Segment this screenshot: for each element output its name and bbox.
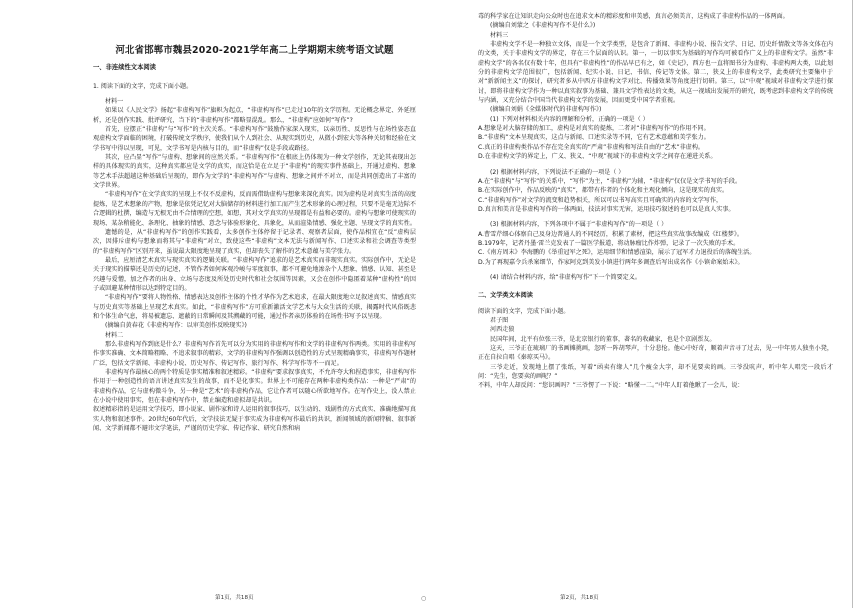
- right-paragraph: (4) 请结合材料内容，给“非虚构写作”下一个简要定义。: [490, 273, 641, 281]
- left-paragraph: 叙述精彩指的是运用文学技巧，即小说家、剧作家和诗人运用的叙事技巧，以生动的、戏剧性的方式真实、准确地描写真实人物和叙述事件。20世纪60年代后，文学技法无疑于事实成为非虚构写作最后的共识，新闻领域的新闻特稿、叙事新闻、文学新闻都不避讳文学笔法，严谨的历史学家、传记作家、研究自然和病: [93, 406, 416, 433]
- section-heading-nonfiction: 一、非连续性文本阅读: [93, 64, 156, 72]
- right-paragraph: 这天，三爷正在琉璃厂的书画摊挑画，忽听一阵胡琴声，十分悲怆。他心中好奇，顺着声音寻了过去，见一中年男人独坐小凳，正在自拉自唱《秦琼买马》。: [478, 345, 833, 362]
- right-paragraph: 不料，中年人却反问：“您识画吗？”三爷愣了一下说：“略懂一二。”中年人盯着他瞅了一会儿，说：: [478, 382, 744, 390]
- right-paragraph: 非虚构文学不是一种独立文体，而是一个文学类型，是包含了新闻、非虚构小说、报告文学、日记、历史纤情散文等各文体在内的文类，关于非虚构文学的界定，存在三个层面的认识。第一，一切以事实为基础的写作均可被看作广义上的非虚构文学。虽然“非虚构文学”的各名仅有数十年，但具有“非虚构性”的作品早已有之，如《史记》，西方也一直将图书分为虚构、非虚构两大类，以此划分的非虚构文学范围很广，包括新闻、纪实小说、日记、书信、传记等文体。第二，狭义上的非虚构文学，此类研究主要集中于对“新新闻主义”的探讨，研究者多从中西方非虚构文学对比、传播效果等角度进行切研。第三，以“中观”视域对非虚构文学进行探讨，即将非虚构文学作为一种以真实叙事为基础、兼具文学性表达的文类，从这一视域出发展开的研究，既考虑到非虚构文学的传统与内涵，又充分结合中国当代非虚构文学的发展，因而更受中国学者重视。: [478, 41, 833, 105]
- right-paragraph: 河西走狼: [490, 326, 515, 334]
- left-paragraph: (摘编自黄春花《非虚构写作：以审美创作反映现实》): [105, 322, 247, 330]
- right-paragraph: A.在“非虚构”与“写作”的关系中，“写作”为主，“非虚构”为辅，“非虚构”仅仅是文学书写的手段。: [478, 177, 742, 185]
- right-paragraph: (3) 根据材料内容，下列各项中不属于“非虚构写作”的一项是（ ）: [490, 221, 668, 229]
- right-paragraph: C.《南方周末》李海鹏的《举重冠军之死》，运用细节和情感渲染，展示了冠军才力退役后的落魄生活。: [478, 249, 756, 257]
- right-paragraph: D.在非虚构文学的界定上，广义、狭义、“中观”视域下的非虚构文学之间存在递进关系。: [478, 153, 717, 161]
- right-paragraph: C.“非虚构写作”对文学的流变和趋势相关，所以可以书写高实且可确实的内容的文学写作，: [478, 196, 723, 204]
- right-paragraph: 阅读下面的文字，完成下面小题。: [478, 307, 570, 315]
- right-paragraph: B.在实际创作中，作品反映的“真实”，都带有作者的个体化和主观化倾向，这是现实的真实。: [478, 187, 729, 195]
- right-paragraph: C.真正的非虚构类作品不存在完全真实的“严肃”非虚构和写法自由的“艺术”非虚构。: [478, 143, 705, 151]
- right-paragraph: B.1979年，记者丹墨·雷兰克发表了一篇医学报道，将动脉瘤比作炸弹，记录了一次失败的手术。: [478, 239, 740, 247]
- left-paragraph: 1. 阅读下面的文字，完成下面小题。: [93, 82, 193, 90]
- right-paragraph: 民国年间，北平有位张三爷，是北京银行的董事，著名的收藏家，也是个京剧票友。: [490, 335, 716, 343]
- right-paragraph: A.想象是对大脑存储的加工，虚构是对真实的提炼，二者对“非虚构写作”的作用不同。: [478, 125, 710, 133]
- right-paragraph: (1) 下列对材料相关内容的理解和分析，正确的一项是（ ）: [490, 115, 649, 123]
- right-paragraph: 君子图: [490, 316, 509, 324]
- page-edge-rule: [852, 0, 853, 608]
- right-paragraph: 二、文学类文本阅读: [478, 292, 533, 300]
- left-paragraph: 材料二: [105, 331, 124, 339]
- right-page: [430, 0, 860, 608]
- right-paragraph: 材料三: [490, 31, 509, 39]
- center-fold-mark: ○: [421, 595, 427, 602]
- right-paragraph: (摘编自刘娟《全媒体时代的非虚构写作》): [490, 106, 602, 114]
- right-paragraph: (2) 根据材料内容，下列说法不正确的一项是（ ）: [490, 168, 625, 176]
- left-paragraph: 最后，应厘清艺术真实与现实真实的逻辑关联。“非虚构写作”追求的是艺术真实而非现实真实。实际创作中，无论是关于现实的描摹还是历史的记述，不管作者如何客观冷峻与零度叙事，都不可避免地渗杂个人想象、情感、认知、甚至是兴趣与爱憎，加之作者的出身、立场与态度及所处历史时代和社会氛围等因素，又会在创作中隐匿着某种“虚构性”的因子或回避某种情形以达到特定目的。: [93, 256, 417, 292]
- right-paragraph: B.“非虚构”文本呈现真实，这点与新闻、口述实录等不同，它有艺术意蕴和美学张力。: [478, 134, 710, 142]
- left-paragraph: 其次，应凸显“写作”与虚构、想象间的应然关系。“非虚构写作”在根底上仍体现为一种文学创作，无论其表现出怎样的具体现实的真实，这种真实都应是文学的真实，而这恰是在立足于“非虚构”的现实事件基础上，开通过虚构、想象等艺术手法超越这种基础后呈现的，即作为文学的“非虚构写作”与虚构、想象之间并不对立，而是共同创造出了丰富的文学世界。: [93, 154, 416, 190]
- right-paragraph: D.为了再现嘉令兵杀案细节，作家阿克到美发小镇进行两年多调查后写出成名作《小镇命案始末》。: [478, 258, 744, 266]
- left-paragraph: “非虚构写作”在文学真实的呈现上不仅不反虚构，反而需借助虚构与想象来深化真实。因为虚构是对真实生活的高度提炼，是艺术想象的产物，想象是依凭记忆对大脑储存的材料进行加工而产生艺术形象的心理过程，只要不是毫无边际不合逻辑的杜撰，编造与无根无由不合情理的空想，如想，其对文学真实的呈现都是有益和必要的。虚构与想象可使现实的现场、某杂稍能化、条理化、抽象的情感、意念与体验形象化、具象化，从而渲染情感、强化主题、呈现文学的真实性。: [93, 191, 417, 227]
- left-paragraph: 首先，应摆正“非虚构”与“写作”的主次关系。“非虚构写作”鼓励作家深入现实，以亲历性、反思性与在场性姿态直观虚构文学面临的困境，打破传统文学秩序，使我们从个人到社会、从现实到历史，从微小到宏大等各种关切和经验在文学书写中得以呈现，可见，文学书写是内核与目的，而“非虚构”仅是手段或路径。: [93, 126, 416, 152]
- left-paragraph: 遗憾的是，从“非虚构写作”的创作实践看，太多创作主体停留于记录者、观察者层面，使作品相宜在“反”虚构层次，因排斥虚构与想象而将其与“非虚构”对立，致使这些“非虚构”文本无法与新闻写作、口述实录和社会调查等类型的“非虚构写作”区别开来，虽说最大限度地呈现了真实，但却丧失了解作的艺术意蕴与美学张力。: [93, 228, 416, 255]
- page-number-right: 第2页，共18页: [560, 595, 599, 601]
- left-body-text: [93, 82, 416, 434]
- right-paragraph: A.曹雪芹细心体察自己及身边普通人的不同经历，积累了素材，把这些真实故事改编成《红楼梦》。: [478, 230, 743, 238]
- left-paragraph: 如果以《人民文学》扬起“非虚构写作”旗帜为起点，“非虚构写作”已走过10年的文学历程。无论概念界定、外延厘析，还是创作实践、批评研究，当下的“非虚构写作”都略显混乱。那么，“非虚构”应如何“写作”?: [93, 107, 416, 124]
- left-paragraph: “非虚构写作”要将人物性格、情感表达及创作主体的个性才华作为艺术追求，在最大限度地立足叙述真实、情感真实与历史真实等基础上呈现艺术真实。如此，“非虚构写作”方可重新激活文学艺术与大众生活的关联，揭露时代风俗既悲和个体生命气息，将易被遗忘、遮蔽的日常瞬间及其溯藏的可能，通过作者亲历体验的在场性书写予以呈现。: [93, 294, 417, 320]
- left-paragraph: 那么非虚构写作到底是什么？非虚构写作首先可以分为实用的非虚构写作和文学的非虚构写作两类。实用的非虚构写作事实准确、文本简略粗略、不追求叙事的精彩，文学的非虚构写作强调以创造性的方式呈现精确事实，非虚构写作题材广泛，包括文学新闻、非虚构小说、历史写作、传记写作、旅行写作、科学写作等不一而足。: [93, 340, 416, 367]
- right-body-text: [478, 12, 833, 391]
- left-paragraph: 材料一: [105, 98, 124, 106]
- page-number-left: 第1页，共18页: [215, 595, 254, 601]
- left-paragraph: 非虚构写作最核心的两个特质是事实精准和叙述精彩。“非虚构”要求叙事真实，不允许夸大和捏造事实，非虚构写作作用于一种创造性的语言讲述真实发生的故事，而不是化事实。世界上不可能存在两种非虚构类作品：一种是“严肃”的非虚构作品，它与虚构微斗争，另一种是“艺术”的非虚构作品，它让作者可以随心所欲地写作。在写作史上，没人禁止在小说中使用事实，但在非虚构写作中，禁止编造和虚拟却是共识。: [93, 369, 417, 405]
- paragraph-spacer: [478, 282, 833, 291]
- right-paragraph: 三爷走近，发现地上摆了张纸，写着“函卖有缘人”几个瘦金大字，却不见要卖的画。三爷没吭声，听中年人唱完一段后才问：“先生，您要卖的画呢？”: [478, 363, 833, 381]
- right-paragraph: 毒的科学家在让知识走向公众时也在追求文本的精彩度和审美感，真言必须美言，这构成了非虚构作品的一体两面。: [478, 13, 789, 20]
- document-title: 河北省邯郸市魏县2020-2021学年高二上学期期末统考语文试题: [115, 45, 394, 56]
- right-paragraph: (摘编自刘蒙之《非虚构写作不是什么》): [490, 22, 596, 30]
- right-paragraph: D.真言和美言是非虚构写作的一体两面，技法对事实无害，运用技巧叙述的也可以是真人实事。: [478, 205, 735, 213]
